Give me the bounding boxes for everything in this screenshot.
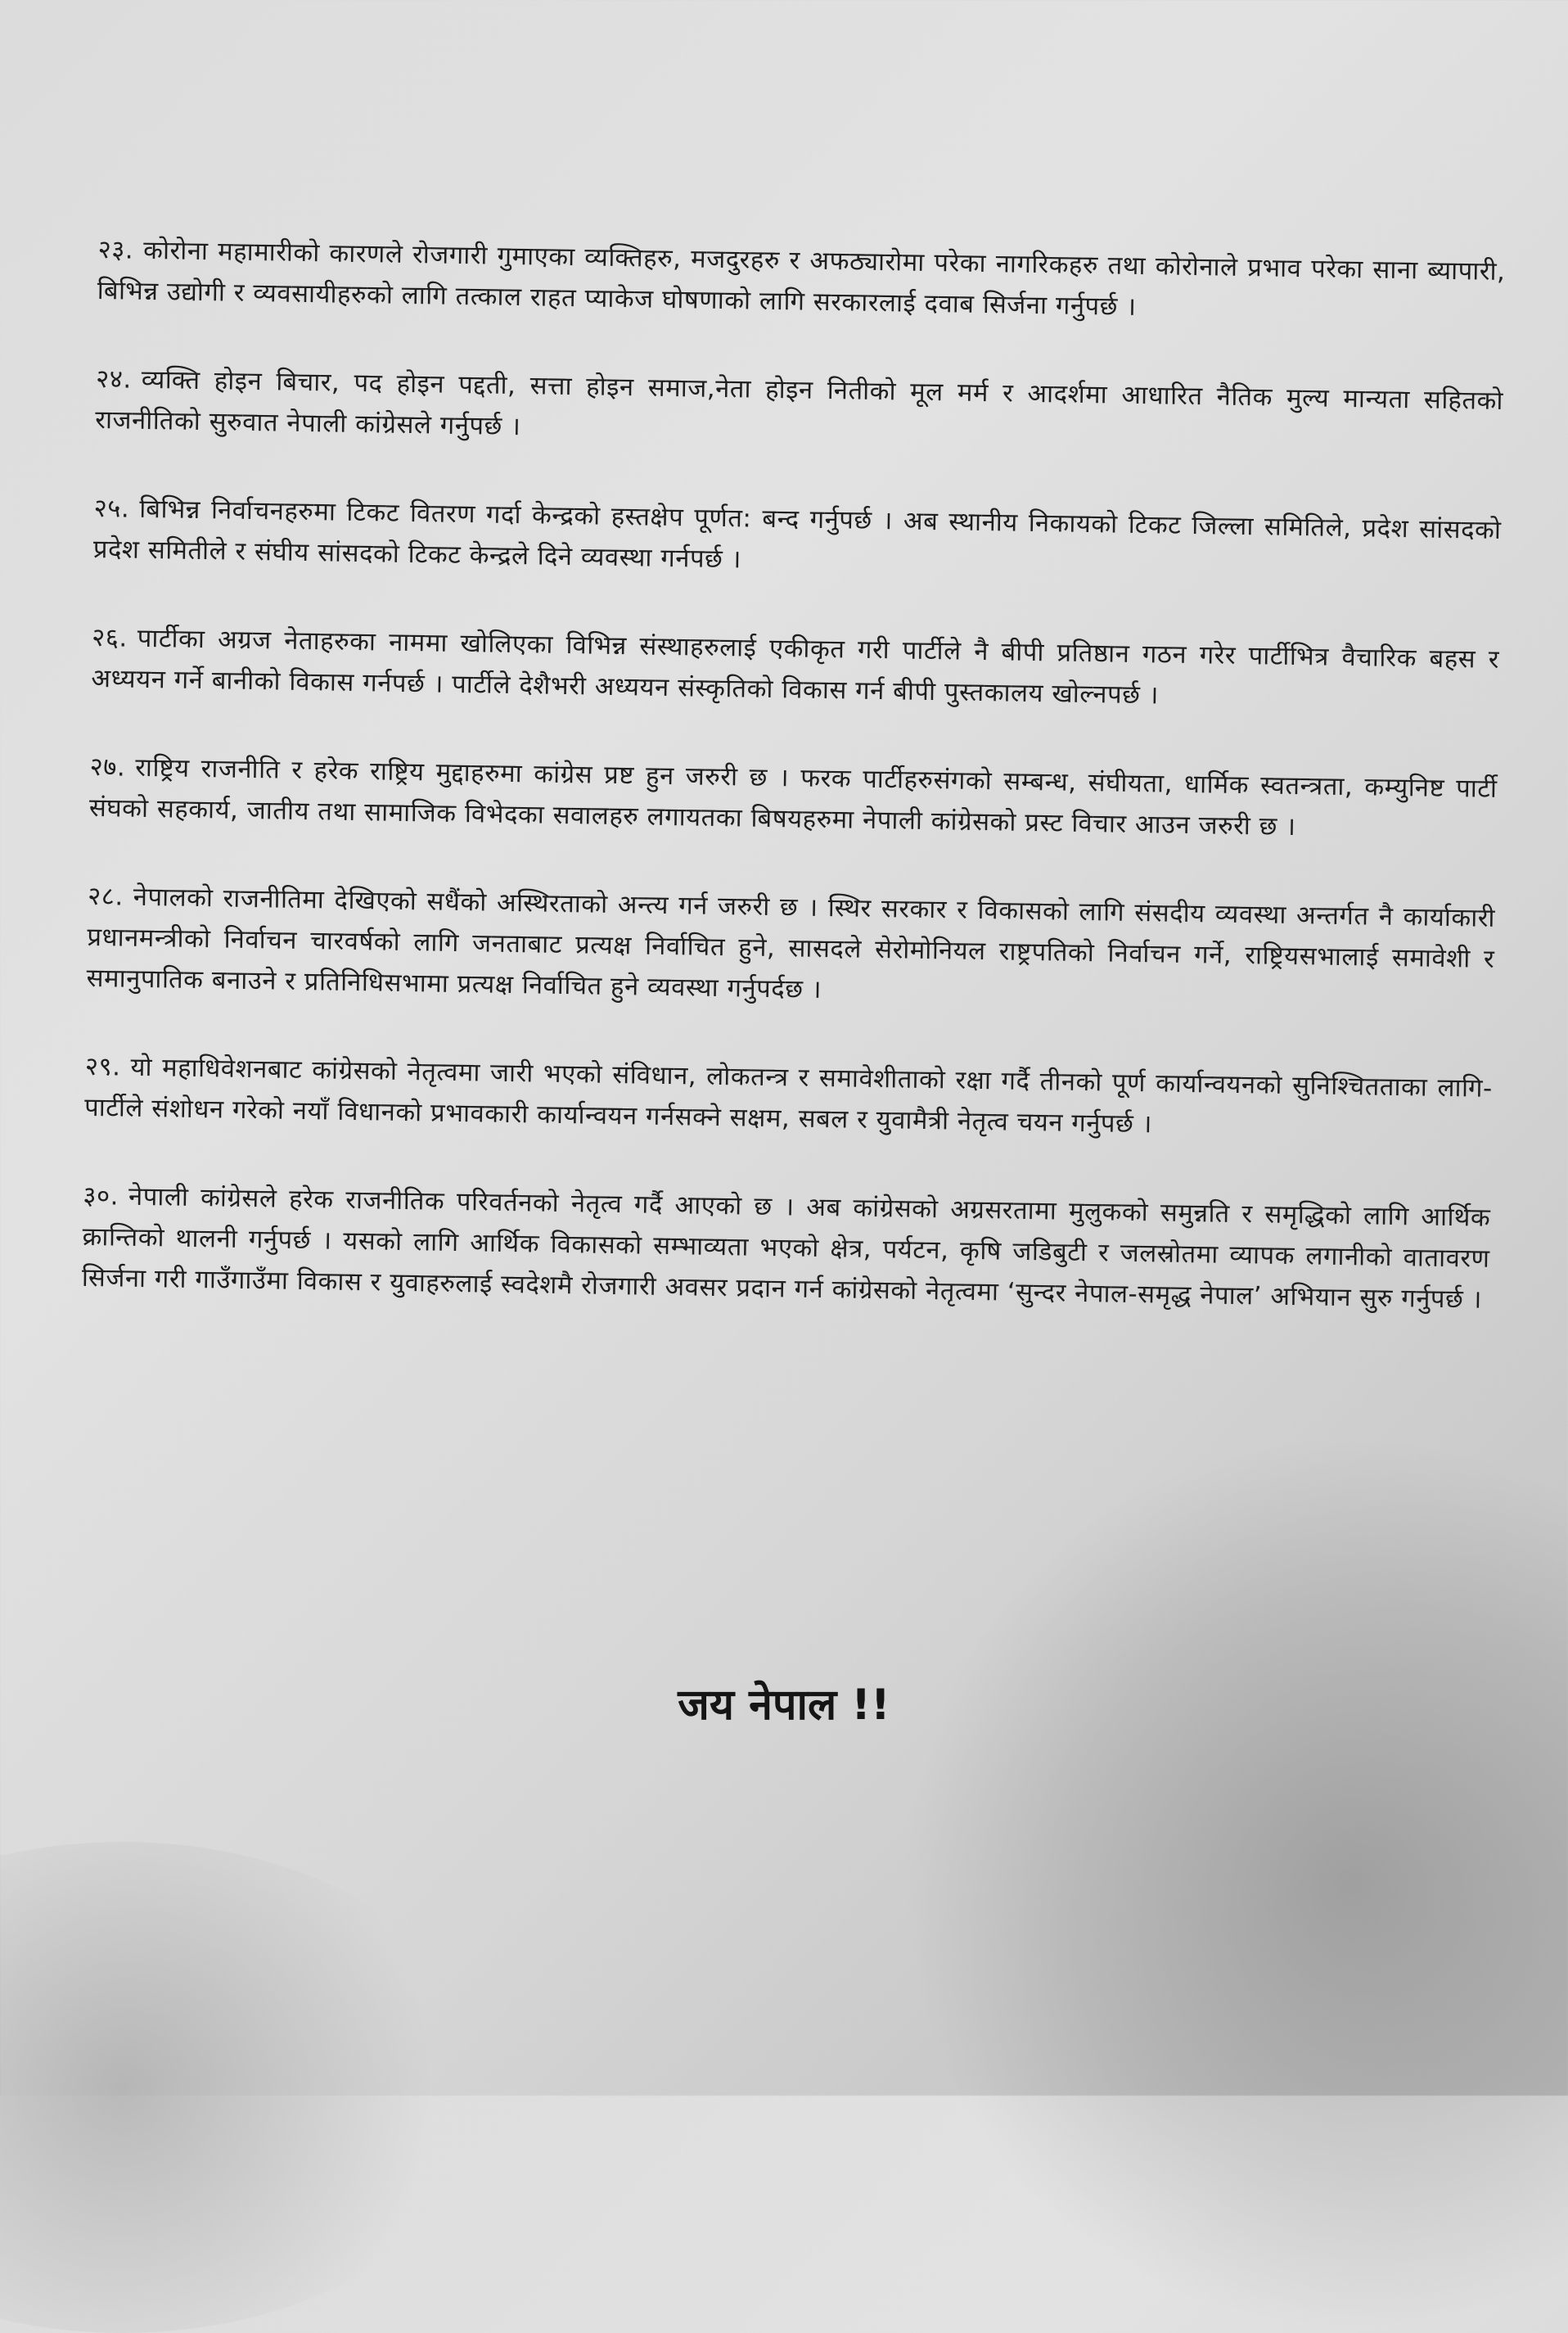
paragraph-number: ३०. (83, 1180, 119, 1212)
paragraph-number: २५. (93, 493, 130, 524)
paragraph-29 (84, 1046, 1493, 1150)
paragraph-text: नेपालको राजनीतिमा देखिएको सधैंको अस्थिरताको अन्त्य गर्न जरुरी छ । स्थिर सरकार र विकासको लागि संसदीय व्यवस्था अन्तर्गत नै कार्याकारी प्रधानमन्त्रीको निर्वाचन चारवर्षको लागि जनताबाट प्रत्यक्ष निर्वाचित हुने, सासदले सेरोमोनियल राष्ट्रपतिको निर्वाचन गर्ने, राष्ट्रियसभालाई समावेशी र समानुपातिक बनाउने र प्रतिनिधिसभामा प्रत्यक्ष निर्वाचित हुने व्यवस्था गर्नुपर्दछ । (86, 882, 1496, 1004)
paragraph-number: २७. (89, 751, 126, 783)
photo-shadow-left (0, 1842, 491, 2333)
paragraph-number: २६. (91, 622, 128, 653)
paragraph-text: राष्ट्रिय राजनीति र हरेक राष्ट्रिय मुद्दाहरुमा कांग्रेस प्रष्ट हुन जरुरी छ । फरक पार्टीहरुसंगको सम्बन्ध, संघीयता, धार्मिक स्वतन्त्रता, कम्युनिष्ट पार्टी संघको सहकार्य, जातीय तथा सामाजिक विभेदका सवालहरु लगायतका बिषयहरुमा नेपाली कांग्रेसको प्रस्ट विचार आउन जरुरी छ । (88, 752, 1498, 842)
paragraph-number: २९. (84, 1051, 121, 1082)
photo-shadow (900, 1433, 1568, 2333)
paragraph-text: कोरोना महामारीको कारणले रोजगारी गुमाएका व्यक्तिहरु, मजदुरहरु र अफठ्यारोमा परेका नागरिकहरु तथा कोरोनाले प्रभाव परेका साना ब्यापारी, बिभिन्न उद्योगी र व्यवसायीहरुको लागि तत्काल राहत प्याकेज घोषणाको लागि सरकारलाई दवाब सिर्जना गर्नुपर्छ । (97, 235, 1506, 322)
paragraph-23 (97, 229, 1505, 333)
paragraph-27 (89, 747, 1498, 851)
paragraph-number: २३. (97, 234, 134, 265)
paragraph-number: २४. (95, 363, 133, 395)
paragraph-text: पार्टीका अग्रज नेताहरुका नाममा खोलिएका विभिन्न संस्थाहरुलाई एकीकृत गरी पार्टीले नै बीपी प्रतिष्ठान गठन गरेर पार्टीभित्र वैचारिक बहस र अध्ययन गर्ने बानीको विकास गर्नपर्छ । पार्टीले देशैभरी अध्ययन संस्कृतिको विकास गर्न बीपी पुस्तकालय खोल्नपर्छ । (91, 623, 1500, 711)
paragraph-26 (91, 617, 1499, 721)
paragraph-number: २८. (87, 881, 124, 912)
paragraph-text: व्यक्ति होइन बिचार, पद होइन पद्दती, सत्ता होइन समाज,नेता होइन नितीको मूल मर्म र आदर्शमा आधारित नैतिक मुल्य मान्यता सहितको राजनीतिको सुरुवात नेपाली कांग्रेसले गर्नुपर्छ । (95, 364, 1504, 442)
paragraph-text: नेपाली कांग्रेसले हरेक राजनीतिक परिवर्तनको नेतृत्व गर्दै आएको छ । अब कांग्रेसको अग्रसरतामा मुलुकको समुन्नति र समृद्धिको लागि आर्थिक क्रान्तिको थालनी गर्नुपर्छ । यसको लागि आर्थिक विकासको सम्भाव्यता भएको क्षेत्र, पर्यटन, कृषि जडिबुटी र जलस्रोतमा व्यापक लगानीको वातावरण सिर्जना गरी गाउँगाउँमा विकास र युवाहरुलाई स्वदेशमै रोजगारी अवसर प्रदान गर्न कांग्रेसको नेतृत्वमा ‘सुन्दर नेपाल-समृद्ध नेपाल’ अभियान सुरु गर्नुपर्छ । (81, 1181, 1491, 1315)
paragraph-text: यो महाधिवेशनबाट कांग्रेसको नेतृत्वमा जारी भएको संविधान, लोकतन्त्र र समावेशीताको रक्षा गर्दै तीनको पूर्ण कार्यान्वयनको सुनिश्चितताका लागि-पार्टीले संशोधन गरेको नयाँ विधानको प्रभावकारी कार्यान्वयन गर्नसक्ने सक्षम, सबल र युवामैत्री नेतृत्व चयन गर्नुपर्छ । (83, 1052, 1494, 1139)
paragraph-25 (92, 488, 1501, 592)
paragraph-28 (86, 876, 1495, 1021)
closing-slogan: जय नेपाल !! (678, 1681, 890, 1730)
paragraph-text: बिभिन्न निर्वाचनहरुमा टिकट वितरण गर्दा केन्द्रको हस्तक्षेप पूर्णत: बन्द गर्नुपर्छ । अब स्थानीय निकायको टिकट जिल्ला समितिले, प्रदेश सांसदको प्रदेश समितीले र संघीय सांसदको टिकट केन्द्रले दिने व्यवस्था गर्नपर्छ । (92, 494, 1502, 575)
paragraph-24 (95, 359, 1503, 463)
paragraph-30 (81, 1176, 1490, 1320)
document-body (81, 229, 1506, 1368)
